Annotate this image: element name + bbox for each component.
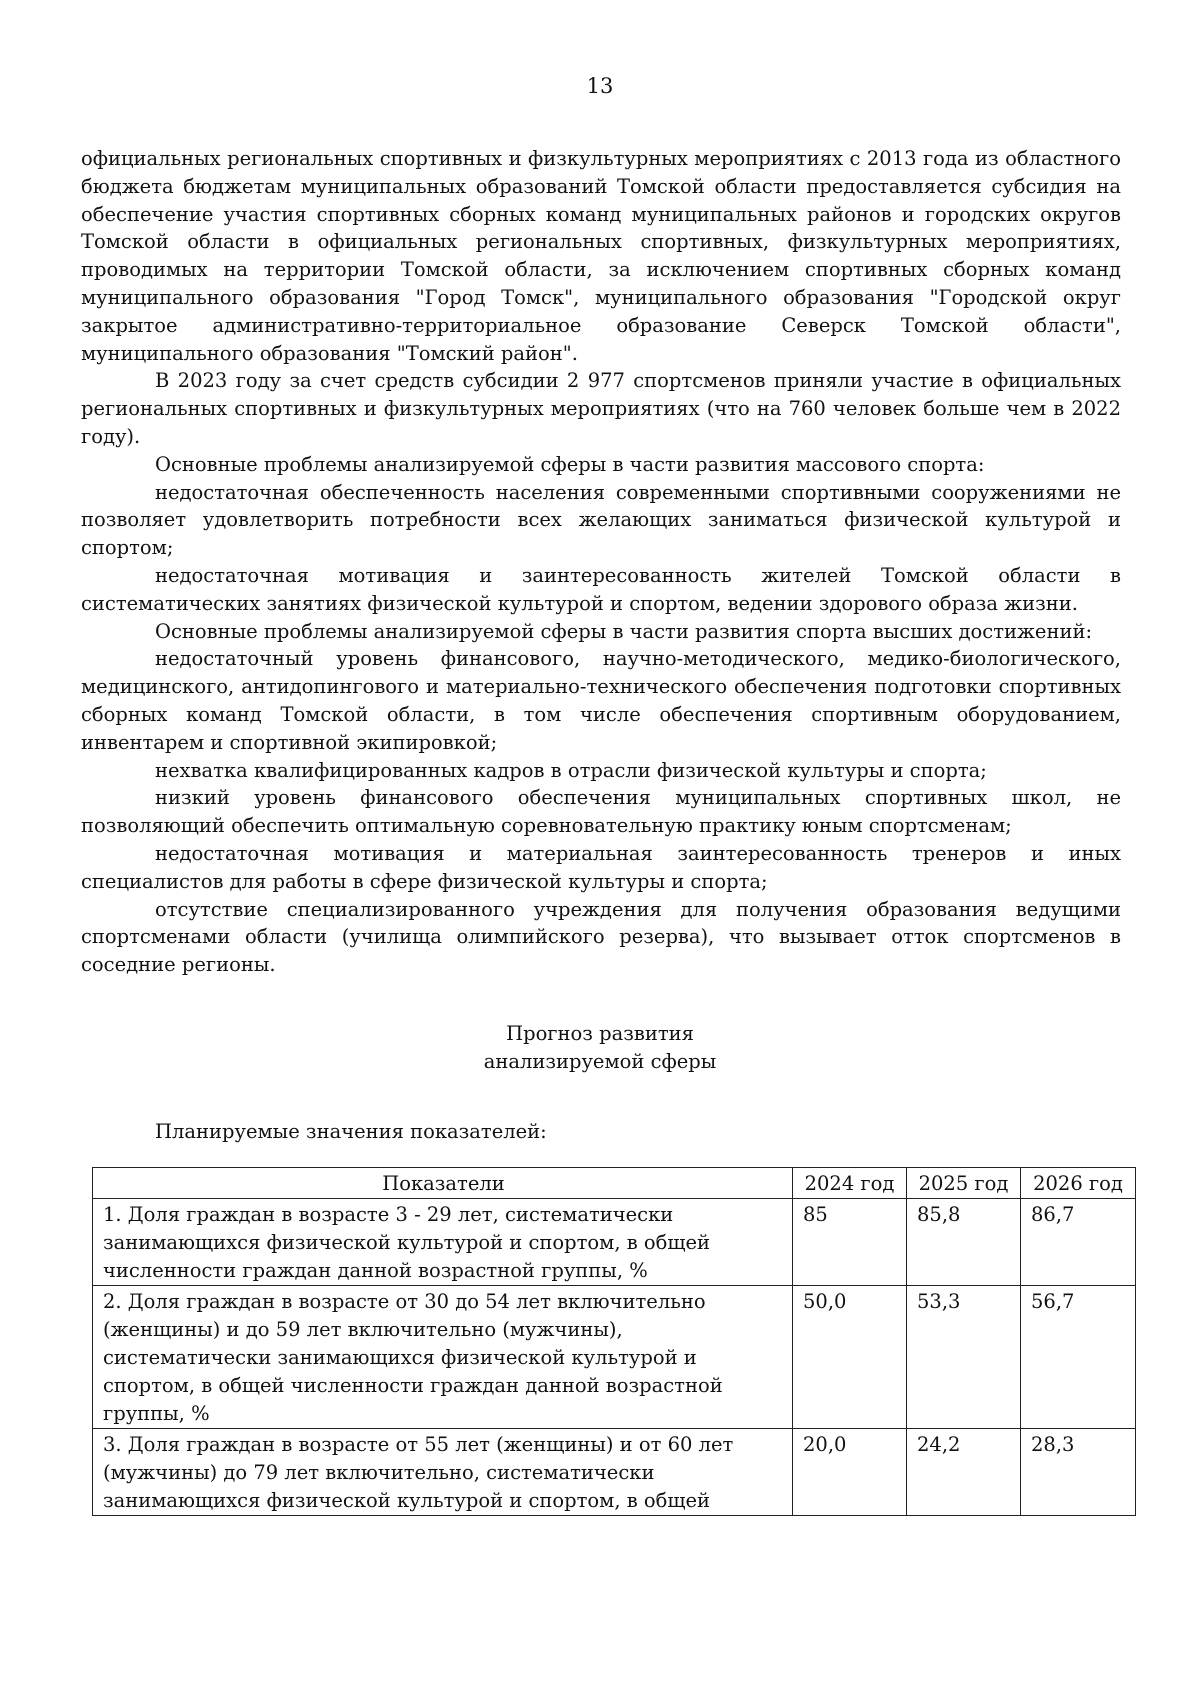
indicator-name: 3. Доля граждан в возрасте от 55 лет (женщины) и от 60 лет (мужчины) до 79 лет включительно, систематически занимающихся физической культурой и спортом, в общей — [93, 1429, 793, 1516]
indicator-name: 2. Доля граждан в возрасте от 30 до 54 лет включительно (женщины) и до 59 лет включительно (мужчины), систематически занимающихся физической культурой и спортом, в общей численности граждан данной возрастной группы, % — [93, 1286, 793, 1429]
paragraph: Основные проблемы анализируемой сферы в части развития массового спорта: — [155, 452, 985, 476]
paragraph: низкий уровень финансового обеспечения муниципальных спортивных школ, не позволяющий обеспечить оптимальную соревновательную практику юным спортсменам; — [81, 786, 1121, 838]
value-2024: 50,0 — [793, 1286, 907, 1429]
page-number: 13 — [586, 74, 614, 98]
value-2025: 85,8 — [907, 1199, 1021, 1286]
header-year-2024: 2024 год — [793, 1168, 907, 1199]
table-row — [93, 1429, 1136, 1516]
paragraph: Основные проблемы анализируемой сферы в части развития спорта высших достижений: — [155, 619, 1093, 643]
value-2024: 85 — [793, 1199, 907, 1286]
indicator-name: 1. Доля граждан в возрасте 3 - 29 лет, систематически занимающихся физической культурой и спортом, в общей численности граждан данной возрастной группы, % — [93, 1199, 793, 1286]
value-2026: 56,7 — [1021, 1286, 1136, 1429]
paragraph: недостаточная мотивация и заинтересованность жителей Томской области в систематических занятиях физической культурой и спортом, ведении здорового образа жизни. — [81, 563, 1121, 615]
paragraph: недостаточная мотивация и материальная заинтересованность тренеров и иных специалистов для работы в сфере физической культуры и спорта; — [81, 841, 1121, 893]
header-year-2025: 2025 год — [907, 1168, 1021, 1199]
paragraph: официальных региональных спортивных и физкультурных мероприятиях с 2013 года из областного бюджета бюджетам муниципальных образований Томской области предоставляется субсидия на обеспечение участия спортивных сборных команд муниципальных районов и городских округов Томской области в официальных региональных спортивных, физкультурных мероприятиях, проводимых на территории Томской области, за исключением спортивных сборных команд муниципального образования "Город Томск", муниципального образования "Городской округ закрытое административно-территориальное образование Северск Томской области", муниципального образования "Томский район". — [81, 147, 1121, 365]
paragraph: недостаточная обеспеченность населения современными спортивными сооружениями не позволяет удовлетворить потребности всех желающих заниматься физической культурой и спортом; — [81, 480, 1121, 560]
table-row — [93, 1199, 1136, 1286]
section-heading-line: анализируемой сферы — [483, 1050, 717, 1073]
paragraph: нехватка квалифицированных кадров в отрасли физической культуры и спорта; — [155, 758, 987, 782]
value-2025: 53,3 — [907, 1286, 1021, 1429]
paragraph: В 2023 году за счет средств субсидии 2 977 спортсменов приняли участие в официальных региональных спортивных и физкультурных мероприятиях (что на 760 человек больше чем в 2022 году). — [81, 369, 1121, 448]
document-body — [81, 145, 1121, 979]
table-row — [93, 1286, 1136, 1429]
table-header-row — [93, 1168, 1136, 1199]
table-intro: Планируемые значения показателей: — [155, 1120, 547, 1143]
value-2024: 20,0 — [793, 1429, 907, 1516]
section-heading — [0, 1020, 1200, 1076]
paragraph: недостаточный уровень финансового, научно-методического, медико-биологического, медицинского, антидопингового и материально-технического обеспечения подготовки спортивных сборных команд Томской области, в том числе обеспечения спортивным оборудованием, инвентарем и спортивной экипировкой; — [81, 647, 1121, 754]
paragraph: отсутствие специализированного учреждения для получения образования ведущими спортсменами области (училища олимпийского резерва), что вызывает отток спортсменов в соседние регионы. — [81, 897, 1121, 977]
indicators-table — [92, 1167, 1136, 1516]
header-indicator: Показатели — [93, 1168, 793, 1199]
header-year-2026: 2026 год — [1021, 1168, 1136, 1199]
section-heading-line: Прогноз развития — [506, 1022, 694, 1045]
value-2025: 24,2 — [907, 1429, 1021, 1516]
value-2026: 86,7 — [1021, 1199, 1136, 1286]
value-2026: 28,3 — [1021, 1429, 1136, 1516]
